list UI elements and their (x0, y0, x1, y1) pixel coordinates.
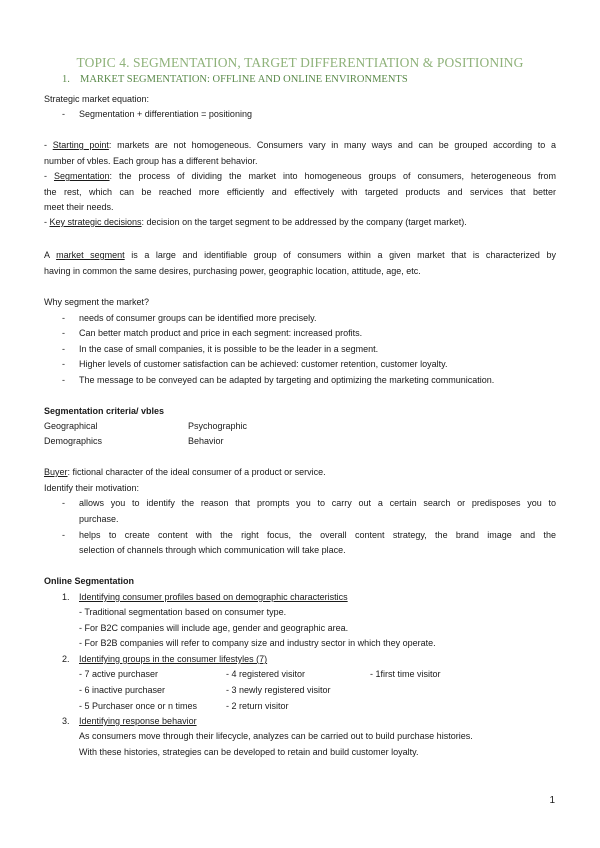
segmentation-prefix: - (44, 171, 54, 181)
why-item-5: The message to be conveyed can be adapted by targeting and optimizing the marketing communication. (79, 375, 495, 385)
market-segment-text: is a large and identifiable group of consumers within a given market that is characterized by (124, 250, 556, 260)
why-item-4: Higher levels of customer satisfaction can be achieved: customer retention, customer loyalty. (79, 359, 448, 369)
buyer-term: Buyer (44, 467, 68, 477)
why-item-1: needs of consumer groups can be identified more precisely. (79, 313, 317, 323)
buyer-dash-1: - (62, 498, 65, 508)
buyer-item2-line1: helps to create content with the right focus, the overall content strategy, the brand image and the (79, 530, 556, 540)
why-dash-3: - (62, 344, 65, 354)
lifestyle-2: - 2 return visitor (226, 701, 289, 711)
lifestyle-4: - 4 registered visitor (226, 669, 306, 679)
starting-point-line2: number of vbles. Each group has a different behavior. (44, 156, 258, 166)
market-segment-line1 (44, 248, 556, 264)
equation-dash: - (62, 109, 65, 119)
why-item-3: In the case of small companies, it is possible to be the leader in a segment. (79, 344, 379, 354)
criteria-demographics: Demographics (44, 436, 103, 446)
online-item-1-title: Identifying consumer profiles based on demographic characteristics (79, 592, 348, 602)
criteria-behavior: Behavior (188, 436, 224, 446)
buyer-identify: Identify their motivation: (44, 483, 140, 493)
lifestyle-5: - 5 Purchaser once or n times (79, 701, 198, 711)
buyer-item1-line1: allows you to identify the reason that prompts you to carry out a certain search or predisposes you to (79, 498, 556, 508)
online-item-1-line-2: - For B2C companies will include age, gender and geographic area. (79, 623, 349, 633)
key-decisions-text: : decision on the target segment to be addressed by the company (target market). (141, 217, 467, 227)
online-item-1-number: 1. (62, 592, 70, 602)
criteria-geographical: Geographical (44, 421, 98, 431)
buyer-item2-line2: selection of channels through which communication will take place. (79, 545, 346, 555)
lifestyle-1: - 1first time visitor (370, 669, 441, 679)
why-dash-4: - (62, 359, 65, 369)
market-segment-line2: having in common the same desires, purchasing power, geographic location, attitude, age, etc. (44, 266, 421, 276)
why-item-2: Can better match product and price in each segment: increased profits. (79, 328, 363, 338)
lifestyle-6: - 6 inactive purchaser (79, 685, 166, 695)
online-item-3-number: 3. (62, 716, 70, 726)
segmentation-term: Segmentation (53, 171, 110, 181)
why-dash-2: - (62, 328, 65, 338)
page-title: TOPIC 4. SEGMENTATION, TARGET DIFFERENTIATION & POSITIONING (76, 55, 524, 70)
segmentation-line1 (44, 169, 556, 185)
buyer-text: : fictional character of the ideal consumer of a product or service. (67, 467, 326, 477)
starting-point-term: Starting point (52, 140, 109, 150)
online-item-3-line-1: As consumers move through their lifecycle, analyzes can be carried out to build purchase histories. (79, 731, 473, 741)
page-number: 1 (549, 795, 555, 806)
segmentation-text: : the process of dividing the market into homogeneous groups of consumers, heterogeneous from (109, 171, 556, 181)
online-item-2-number: 2. (62, 654, 70, 664)
key-decisions-term: Key strategic decisions (49, 217, 142, 227)
online-item-1-line-1: - Traditional segmentation based on consumer type. (79, 607, 287, 617)
segmentation-line3: meet their needs. (44, 202, 114, 212)
online-item-3-line-2: With these histories, strategies can be developed to retain and build customer loyalty. (79, 747, 419, 757)
starting-point-text: : markets are not homogeneous. Consumers vary in many ways and can be grouped according to a (108, 140, 556, 150)
buyer-line (44, 465, 326, 481)
online-item-2-title: Identifying groups in the consumer lifestyles (7) (79, 654, 268, 664)
key-decisions-prefix: - (44, 217, 50, 227)
online-item-1-line-3: - For B2B companies will refer to company size and industry sector in which they operate. (79, 638, 436, 648)
buyer-item1-line2: purchase. (79, 514, 119, 524)
why-dash-5: - (62, 375, 65, 385)
why-dash-1: - (62, 313, 65, 323)
key-decisions-line (44, 215, 467, 231)
market-segment-pre: A (44, 250, 57, 260)
segmentation-line2: the rest, which can be reached more efficiently and effectively with targeted products and services that better (44, 187, 556, 197)
online-heading: Online Segmentation (44, 576, 135, 586)
section-1-heading (62, 74, 408, 85)
starting-point-line1 (44, 138, 556, 154)
market-segment-term: market segment (56, 250, 125, 260)
section-1-title: MARKET SEGMENTATION: OFFLINE AND ONLINE ENVIRONMENTS (80, 74, 408, 85)
why-question: Why segment the market? (44, 297, 150, 307)
equation-label: Strategic market equation: (44, 94, 150, 104)
criteria-heading: Segmentation criteria/ vbles (44, 406, 165, 416)
criteria-psychographic: Psychographic (188, 421, 248, 431)
equation-text: Segmentation + differentiation = positioning (79, 109, 252, 119)
section-1-number: 1. (62, 74, 70, 85)
lifestyle-3: - 3 newly registered visitor (226, 685, 331, 695)
starting-point-prefix: - (44, 140, 53, 150)
buyer-dash-2: - (62, 530, 65, 540)
online-item-3-title: Identifying response behavior (79, 716, 197, 726)
lifestyle-7: - 7 active purchaser (79, 669, 159, 679)
